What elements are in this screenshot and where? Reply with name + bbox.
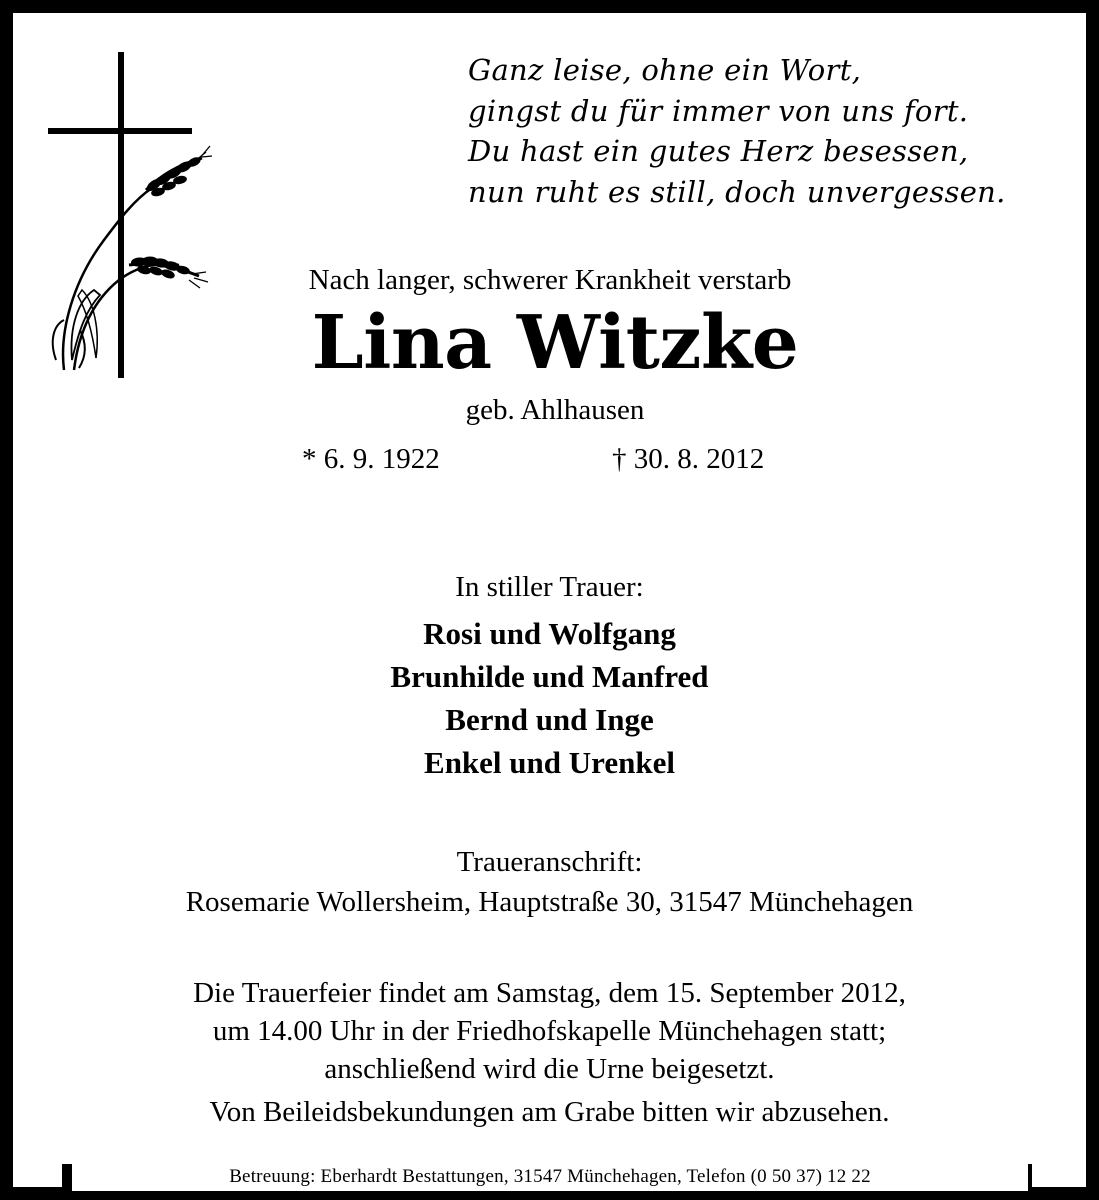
ceremony-details xyxy=(30,974,1069,1088)
condolence-note: Von Beileidsbekundungen am Grabe bitten wir abzusehen. xyxy=(209,1096,890,1128)
death-date: † 30. 8. 2012 xyxy=(612,443,765,475)
maiden-name: geb. Ahlhausen xyxy=(465,394,645,426)
funeral-home-credit: Betreuung: Eberhardt Bestattungen, 31547 Münchehagen, Telefon (0 50 37) 12 22 xyxy=(72,1163,1028,1191)
mourner-entry: Brunhilde und Manfred xyxy=(390,659,709,694)
mourning-address: Rosemarie Wollersheim, Hauptstraße 30, 31547 Münchehagen xyxy=(185,886,914,918)
birth-date: * 6. 9. 1922 xyxy=(302,443,440,475)
ceremony-line: anschließend wird die Urne beigesetzt. xyxy=(324,1053,775,1085)
mourning-heading: In stiller Trauer: xyxy=(455,571,644,603)
poem-line: Ganz leise, ohne ein Wort, xyxy=(468,53,862,87)
mourner-entry: Bernd und Inge xyxy=(445,702,654,737)
memorial-poem xyxy=(468,50,1068,212)
mourner-entry: Rosi und Wolfgang xyxy=(423,616,676,651)
address-heading: Traueranschrift: xyxy=(456,846,643,878)
intro-text: Nach langer, schwerer Krankheit verstarb xyxy=(308,264,792,296)
poem-line: Du hast ein gutes Herz besessen, xyxy=(468,134,969,168)
mourners-list xyxy=(30,612,1069,784)
ceremony-line: um 14.00 Uhr in der Friedhofskapelle Münchehagen statt; xyxy=(212,1015,887,1047)
poem-line: gingst du für immer von uns fort. xyxy=(468,93,969,128)
ceremony-line: Die Trauerfeier findet am Samstag, dem 15. September 2012, xyxy=(193,977,906,1009)
deceased-name: Lina Witzke xyxy=(311,300,799,386)
mourner-entry: Enkel und Urenkel xyxy=(424,745,675,780)
poem-line: nun ruht es still, doch unvergessen. xyxy=(468,174,1006,209)
